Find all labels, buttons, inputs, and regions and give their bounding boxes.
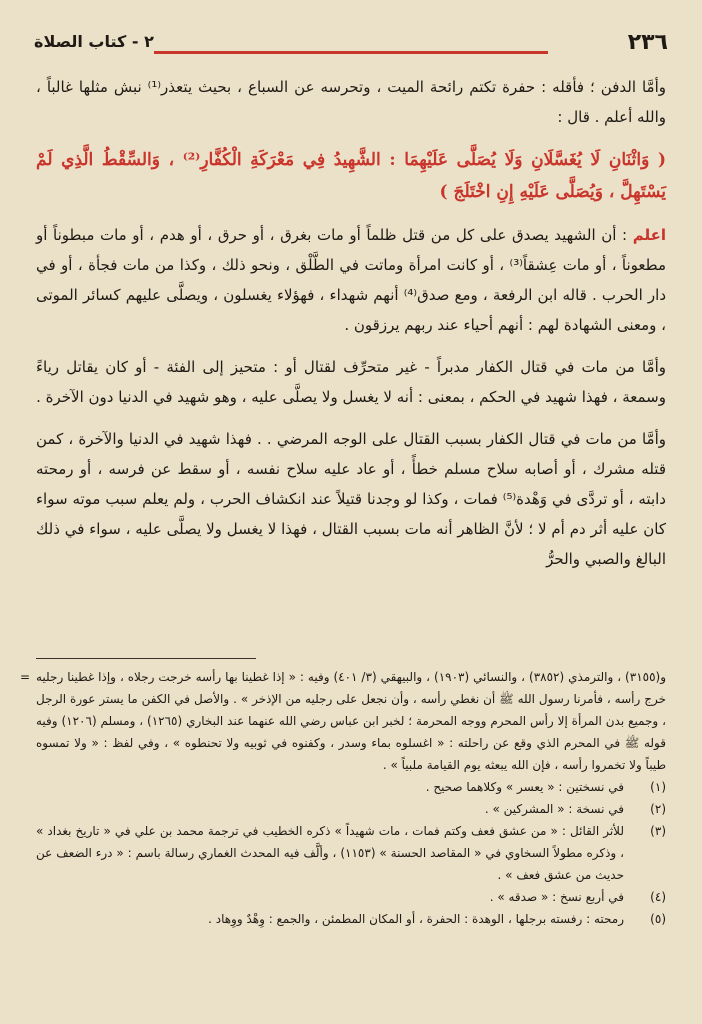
page-header [34,30,668,60]
footnote-3 [36,820,666,886]
footnote-continuation [20,666,667,776]
footnote-number: (١) [650,780,666,794]
continuation-marker: = [20,670,31,684]
footnote-4 [36,886,666,908]
footnote-text: في نسختين : « يعسر » وكلاهما صحيح . [425,780,624,794]
footnote-number: (٣) [650,824,666,838]
footnote-text: في نسخة : « المشركين » . [484,802,624,816]
alam-keyword: اعلم [632,226,666,244]
footnote-1 [36,776,666,798]
footnote-number: (٢) [650,802,666,816]
running-title: ٢ - كتاب الصلاة [34,32,154,51]
footnotes [20,666,667,930]
footnote-5 [36,908,666,930]
paragraph-martyr-definition-text: : أن الشهيد يصدق على كل من قتل ظلماً أو مات بغرق ، أو حرق ، أو هدم ، أو مات مبطوناً أو مطعوناً ، أو مات عِشقاً⁽³⁾ ، أو كانت امرأة وماتت في الطَّلْق ، ونحو ذلك ، وكذا من مات فجأة ، أو في دار الحرب . قاله ابن الرفعة ، ومع صدق⁽⁴⁾ أنهم شهداء ، فهؤلاء يغسلون ، ويصلَّى عليهم كسائر الموتى ، ومعنى الشهادة لهم : أنهم أحياء عند ربهم يرزقون . [36,226,667,334]
paragraph-battle-martyr: وأمَّا من مات في قتال الكفار بسبب القتال على الوجه المرضي . . فهذا شهيد في الدنيا والآخرة ، كمن قتله مشرك ، أو أصابه سلاح مسلم خطأً ، أو عاد عليه سلاح نفسه ، أو سقط عن فرسه ، أو رمحته دابته ، أو تردَّى في وَهْدة⁽⁵⁾ فمات ، وكذا لو وجدنا قتيلاً عند انكشاف الحرب ، ولم يعلم سبب موته سواء كان عليه أثر دم أم لا ؛ لأنَّ الظاهر أنه مات بسبب القتال ، فهذا لا يغسل ولا يصلَّى عليه ، سواء في ذلك البالغ والصبي والحرُّ [36,430,666,568]
page-number: ٢٣٦ [627,30,668,55]
footnote-number: (٥) [650,912,666,926]
footnote-text: للأثر القائل : « من عشق فعف وكتم فمات ، مات شهيداً » ذكره الخطيب في ترجمة محمد بن علي في « تاريخ بغداد » ، وذكره مطولاً السخاوي في « المقاصد الحسنة » (١١٥٣) ، وألَّف فيه المحدث الغماري رسالة باسم : « درء الضعف عن حديث من عشق فعف » . [36,824,624,882]
matn-text: ( وَاثْنَانِ لَا يُغَسَّلَانِ وَلَا يُصَلَّى عَلَيْهِمَا : الشَّهِيدُ فِي مَعْرَكَةِ الْكُفَّارِ⁽²⁾ ، وَالسِّقْطُ الَّذِي لَمْ يَسْتَهِلَّ ، وَيُصَلَّى عَلَيْهِ إِنِ اخْتَلَجَ ) [36,150,666,202]
paragraph-burial: وأمَّا الدفن ؛ فأقله : حفرة تكتم رائحة الميت ، وتحرسه عن السباع ، بحيث يتعذر⁽¹⁾ نبش مثلها غالباً ، والله أعلم . قال : [36,78,666,126]
footnote-text: رمحته : رفسته برجلها ، الوهدة : الحفرة ، أو المكان المطمئن ، والجمع : وِهْدٌ ووِهاد . [208,912,624,926]
paragraph-martyr-ruling: وأمَّا من مات في قتال الكفار مدبراً - غير متحرِّف لقتال أو : متحيز إلى الفئة - أو كان يقاتل رياءً وسمعة ، فهذا شهيد في الحكم ، بمعنى : أنه لا يغسل ولا يصلَّى عليه ، وهو شهيد في الدنيا دون الآخرة . [36,358,666,406]
header-divider [154,51,548,54]
main-text [36,72,666,586]
footnote-continuation-text: و(٣١٥٥) ، والترمذي (٣٨٥٢) ، والنسائي (١٩٠٣) ، والبيهقي (٣/ ٤٠١) وفيه : « إذا غطينا بها رأسه خرجت رجلاه ، وإذا غطينا رجليه خرج رأسه ، فأمرنا رسول الله ﷺ أن نغطي رأسه ، وأن نجعل على رجليه من الإذخر » . والأصل في الكفن ما يستر عورة الرجل ، وجميع بدن المرأة إلا رأس المحرم ووجه المحرمة ؛ لخبر ابن عباس رضي الله عنهما عند البخاري (١٢٦٥) ، ومسلم (١٢٠٦) وفيه قوله ﷺ في المحرم الذي وقع عن راحلته : « اغسلوه بماء وسدر ، وكفنوه في ثوبيه ولا تحنطوه » ، وفي لفظ : « ولا تمسوه طيباً ولا تخمروا رأسه ، فإن الله يبعثه يوم القيامة ملبياً » . [36,670,667,772]
footnote-2 [36,798,666,820]
footnote-text: في أربع نسخ : « صدقه » . [489,890,624,904]
paragraph-martyr-definition [36,220,666,340]
footnote-number: (٤) [650,890,666,904]
footnote-divider [36,658,256,659]
